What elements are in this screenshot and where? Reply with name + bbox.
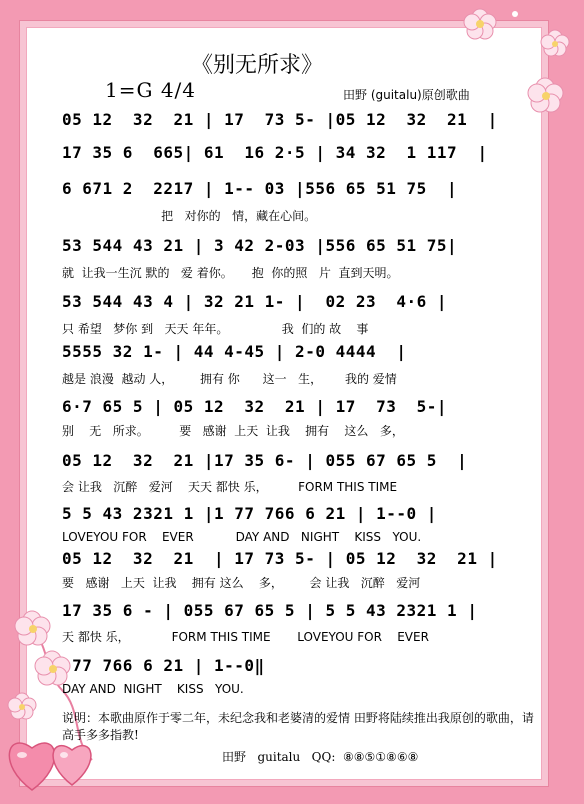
score-line-7: 6·7 65 5 | 05 12 32 21 | 17 73 5-| — [62, 397, 448, 416]
score-line-12: 77 766 6 21 | 1--0‖ — [62, 656, 265, 675]
score-line-3: 6 671 2 2217 | 1-- 03 |556 65 51 75 | — [62, 179, 458, 198]
score-line-9: 5 5 43 2321 1 |1 77 766 6 21 | 1--0 | — [62, 504, 437, 523]
score-line-10: 05 12 32 21 | 17 73 5- | 05 12 32 21 | — [62, 549, 498, 568]
score-line-5: 53 544 43 4 | 32 21 1- | 02 23 4·6 | — [62, 292, 448, 311]
key-signature: 1=G 4/4 — [105, 78, 197, 102]
lyric-line-9: LOVEYOU FOR EVER DAY AND NIGHT KISS YOU. — [62, 530, 422, 544]
lyric-line-4: 就 让我一生沉 默的 爱 着你。 抱 你的照 片 直到天明。 — [62, 266, 399, 280]
composer-note: 说明：本歌曲原作于零二年，未纪念我和老婆清的爱情 田野将陆续推出我原创的歌曲，请高手多多指教! — [62, 711, 534, 742]
lyric-line-8: 会 让我 沉醉 爱河 天天 都快 乐， FORM THIS TIME — [62, 480, 398, 494]
score-line-1: 05 12 32 21 | 17 73 5- |05 12 32 21 | — [62, 110, 498, 129]
composer-signature: 田野 guitalu QQ: ⑧⑧⑤①⑧⑥⑧ — [222, 750, 419, 764]
lyric-line-7: 别 无 所求。 要 感谢 上天 让我 拥有 这么 多， — [62, 424, 404, 438]
score-line-2: 17 35 6 665| 61 16 2·5 | 34 32 1 117 | — [62, 143, 488, 162]
score-line-11: 17 35 6 - | 055 67 65 5 | 5 5 43 2321 1 | — [62, 601, 478, 620]
score-line-4: 53 544 43 21 | 3 42 2-03 |556 65 51 75| — [62, 236, 458, 255]
lyric-line-10: 要 感谢 上天 让我 拥有 这么 多， 会 让我 沉醉 爱河 — [62, 576, 421, 590]
lyric-line-5: 只 希望 梦你 到 天天 年年。 我 们的 故 事 — [62, 322, 369, 336]
song-credit: 田野 (guitalu)原创歌曲 — [343, 88, 470, 102]
lyric-line-3: 把 对你的 情，藏在心间。 — [62, 209, 317, 223]
lyric-line-11: 天 都快 乐， FORM THIS TIME LOVEYOU FOR EVER — [62, 630, 429, 644]
song-title: 《别无所求》 — [190, 53, 323, 78]
lyric-line-12: DAY AND NIGHT KISS YOU. — [62, 682, 244, 696]
score-line-8: 05 12 32 21 |17 35 6- | 055 67 65 5 | — [62, 451, 468, 470]
lyric-line-6: 越是 浪漫 越动 人， 拥有 你 这一 生， 我的 爱情 — [62, 372, 397, 386]
score-line-6: 5555 32 1- | 44 4-45 | 2-0 4444 | — [62, 342, 407, 361]
